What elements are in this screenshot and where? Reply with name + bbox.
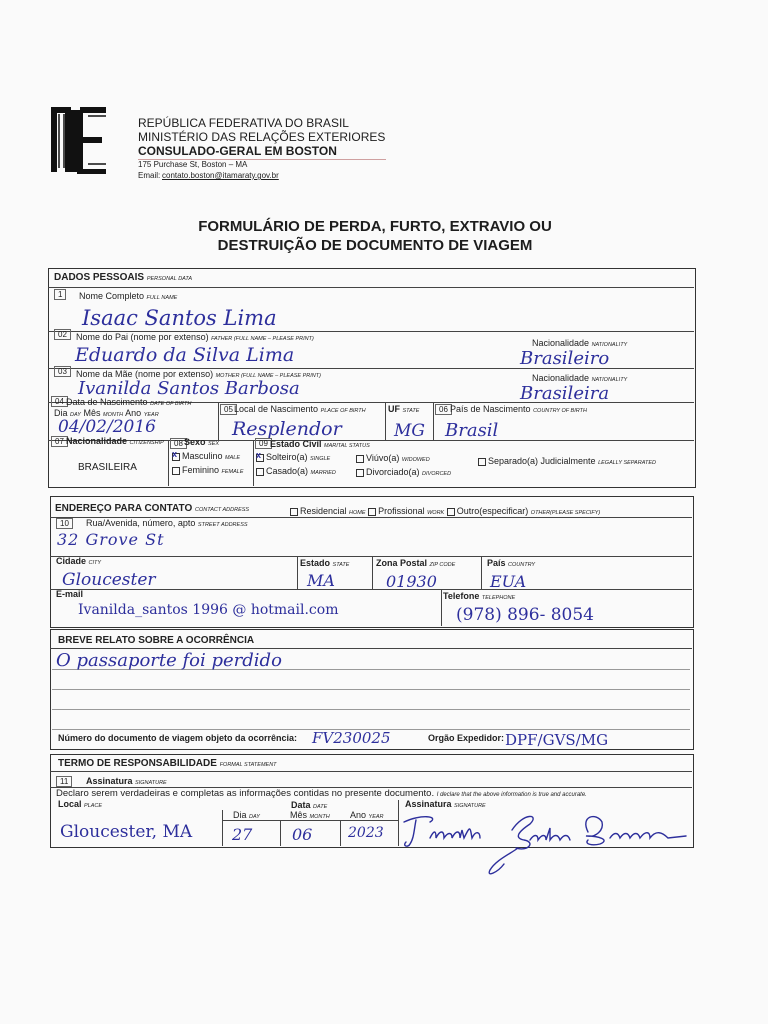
writing-line [52,709,690,710]
divider [222,810,223,846]
field-number-2: 02 [54,329,71,340]
field-number-10: 10 [56,518,73,529]
sex-male-option[interactable]: xMasculino MALE [172,451,240,461]
issuer-value[interactable]: DPF/GVS/MG [505,731,609,749]
writing-line [52,689,690,690]
mother-nationality-label: Nacionalidade NATIONALITY [532,373,628,383]
email-label: E-mail [56,589,84,599]
father-nationality-value[interactable]: Brasileiro [520,348,610,369]
field-number-7: 07 [51,436,68,447]
header [50,102,410,182]
field-number-5: 05 [220,404,237,415]
date-day-label: Dia DAY [233,810,260,820]
mother-name-label: Nome da Mãe (nome por extenso) MOTHER (FULL NAME – PLEASE PRINT) [76,369,321,379]
declaration-text: Declaro serem verdadeiras e completas as informações contidas no presente documento. I declare that the above information is true and accurate. [56,788,587,799]
full-name-value[interactable]: Isaac Santos Lima [82,306,277,330]
civil-separated-option[interactable]: Separado(a) Judicialmente LEGALLY SEPARATED [478,456,656,466]
statement-signature-label: Assinatura SIGNATURE [86,776,167,786]
occurrence-heading: BREVE RELATO SOBRE A OCORRÊNCIA [58,635,255,646]
state-value[interactable]: MA [307,571,335,590]
divider [340,820,341,846]
form-title-line1: FORMULÁRIO DE PERDA, FURTO, EXTRAVIO OU [198,218,552,235]
field-number-8: 08 [170,438,187,449]
ae-logo-icon [50,102,112,174]
sex-label: Sexo SEX [184,437,220,447]
header-line3: CONSULADO-GERAL EM BOSTON [138,144,337,158]
divider [50,648,692,649]
phone-label: Telefone TELEPHONE [443,591,516,601]
signature[interactable] [400,808,690,878]
divider [280,820,281,846]
doc-number-value[interactable]: FV230025 [312,729,391,747]
phone-value[interactable]: (978) 896- 8054 [456,605,594,625]
occurrence-text[interactable]: O passaporte foi perdido [56,650,282,671]
divider [168,440,169,486]
header-line1: REPÚBLICA FEDERATIVA DO BRASIL [138,116,349,130]
professional-option[interactable]: Profissional WORK [368,506,444,516]
date-year-label: Ano YEAR [350,810,384,820]
divider [372,556,373,589]
father-nationality-label: Nacionalidade NATIONALITY [532,338,628,348]
field-number-1: 1 [54,289,66,300]
date-label: Data DATE [291,800,328,810]
divider [48,287,694,288]
divider [50,589,692,590]
professional-checkbox[interactable] [368,508,376,516]
divider [50,771,692,772]
civil-married-checkbox[interactable] [256,468,264,476]
zip-value[interactable]: 01930 [386,572,437,591]
doc-number-label: Número do documento de viagem objeto da ocorrência: [58,733,298,743]
signature-label: Assinatura SIGNATURE [405,799,486,809]
zip-label: Zona Postal ZIP CODE [376,558,456,568]
civil-widowed-option[interactable]: Viúvo(a) WIDOWED [356,453,430,463]
state-label: Estado STATE [300,558,350,568]
divider [433,402,434,440]
residential-checkbox[interactable] [290,508,298,516]
sex-female-option[interactable]: Feminino FEMALE [172,465,244,475]
citizenship-label: Nacionalidade CITIZENSHIP [66,436,164,446]
city-label: Cidade CITY [56,556,102,566]
country-of-birth-label: País de Nascimento COUNTRY OF BIRTH [450,404,587,414]
field-number-3: 03 [54,366,71,377]
dob-value[interactable]: 04/02/2016 [58,417,156,437]
civil-single-option[interactable]: xSolteiro(a) SINGLE [256,452,330,462]
civil-married-option[interactable]: Casado(a) MARRIED [256,466,336,476]
divider [481,556,482,589]
address-country-label: País COUNTRY [487,558,536,568]
mother-name-value[interactable]: Ivanilda Santos Barbosa [78,378,300,399]
street-value[interactable]: 32 Grove St [57,530,165,549]
field-number-9: 09 [255,438,272,449]
pob-value[interactable]: Resplendor [232,418,342,440]
country-of-birth-value[interactable]: Brasil [445,420,499,441]
divider [297,556,298,589]
other-checkbox[interactable] [447,508,455,516]
civil-status-label: Estado Civil MARITAL STATUS [270,439,370,449]
date-month-label: Mês MONTH [290,810,330,820]
place-value[interactable]: Gloucester, MA [60,822,193,842]
full-name-label: Nome Completo FULL NAME [79,291,178,301]
personal-data-heading: DADOS PESSOAIS PERSONAL DATA [54,272,193,283]
divider [50,556,692,557]
other-option[interactable]: Outro(especificar) OTHER(PLEASE SPECIFY) [447,506,600,516]
header-email: contato.boston@itamaraty.gov.br [162,171,279,180]
city-value[interactable]: Gloucester [62,570,156,590]
email-value[interactable]: Ivanilda_santos 1996 @ hotmail.com [78,602,339,618]
father-name-label: Nome do Pai (nome por extenso) FATHER (FULL NAME – PLEASE PRINT) [76,332,314,342]
father-name-value[interactable]: Eduardo da Silva Lima [75,344,295,366]
dob-label: Data de Nascimento DATE OF BIRTH [66,397,192,407]
divider [385,402,386,440]
local-label: Local PLACE [58,799,103,809]
civil-divorced-checkbox[interactable] [356,469,364,477]
divider [441,589,442,626]
divider [253,440,254,486]
sex-female-checkbox[interactable] [172,467,180,475]
divider [398,800,399,846]
field-number-6: 06 [435,404,452,415]
header-email-label: Email: [138,171,161,180]
uf-label: UF STATE [388,404,420,414]
form-title-line2: DESTRUIÇÃO DE DOCUMENTO DE VIAGEM [217,237,533,254]
field-number-11: 11 [56,776,72,787]
field-number-4: 04 [51,396,68,407]
civil-single-checkbox[interactable] [256,454,264,462]
residential-option[interactable]: Residencial HOME [290,506,366,516]
address-country-value[interactable]: EUA [490,572,527,591]
citizenship-value: BRASILEIRA [78,462,137,473]
year-value[interactable]: 2023 [348,825,384,841]
month-value[interactable]: 06 [292,825,313,844]
divider [222,820,398,821]
address-type-options [290,506,600,516]
address-heading: ENDEREÇO PARA CONTATO CONTACT ADDRESS [55,503,250,514]
sex-male-checkbox[interactable] [172,453,180,461]
statement-heading: TERMO DE RESPONSABILIDADE FORMAL STATEMENT [58,758,277,769]
mother-nationality-value[interactable]: Brasileira [520,383,610,404]
civil-separated-checkbox[interactable] [478,458,486,466]
header-line2: MINISTÉRIO DAS RELAÇÕES EXTERIORES [138,130,386,144]
header-address: 175 Purchase St, Boston – MA [138,160,248,169]
uf-value[interactable]: MG [394,421,425,441]
street-label: Rua/Avenida, número, apto STREET ADDRESS [86,518,248,528]
consulate-logo [50,102,120,178]
pob-label: Local de Nascimento PLACE OF BIRTH [234,404,366,414]
issuer-label: Orgão Expedidor: [428,733,505,743]
day-value[interactable]: 27 [232,825,253,844]
divider [218,402,219,440]
civil-widowed-checkbox[interactable] [356,455,364,463]
dob-subfields: Dia DAY Mês MONTH Ano YEAR [54,408,159,418]
handwritten-signature-image [400,808,690,878]
civil-divorced-option[interactable]: Divorciado(a) DIVORCED [356,467,451,477]
